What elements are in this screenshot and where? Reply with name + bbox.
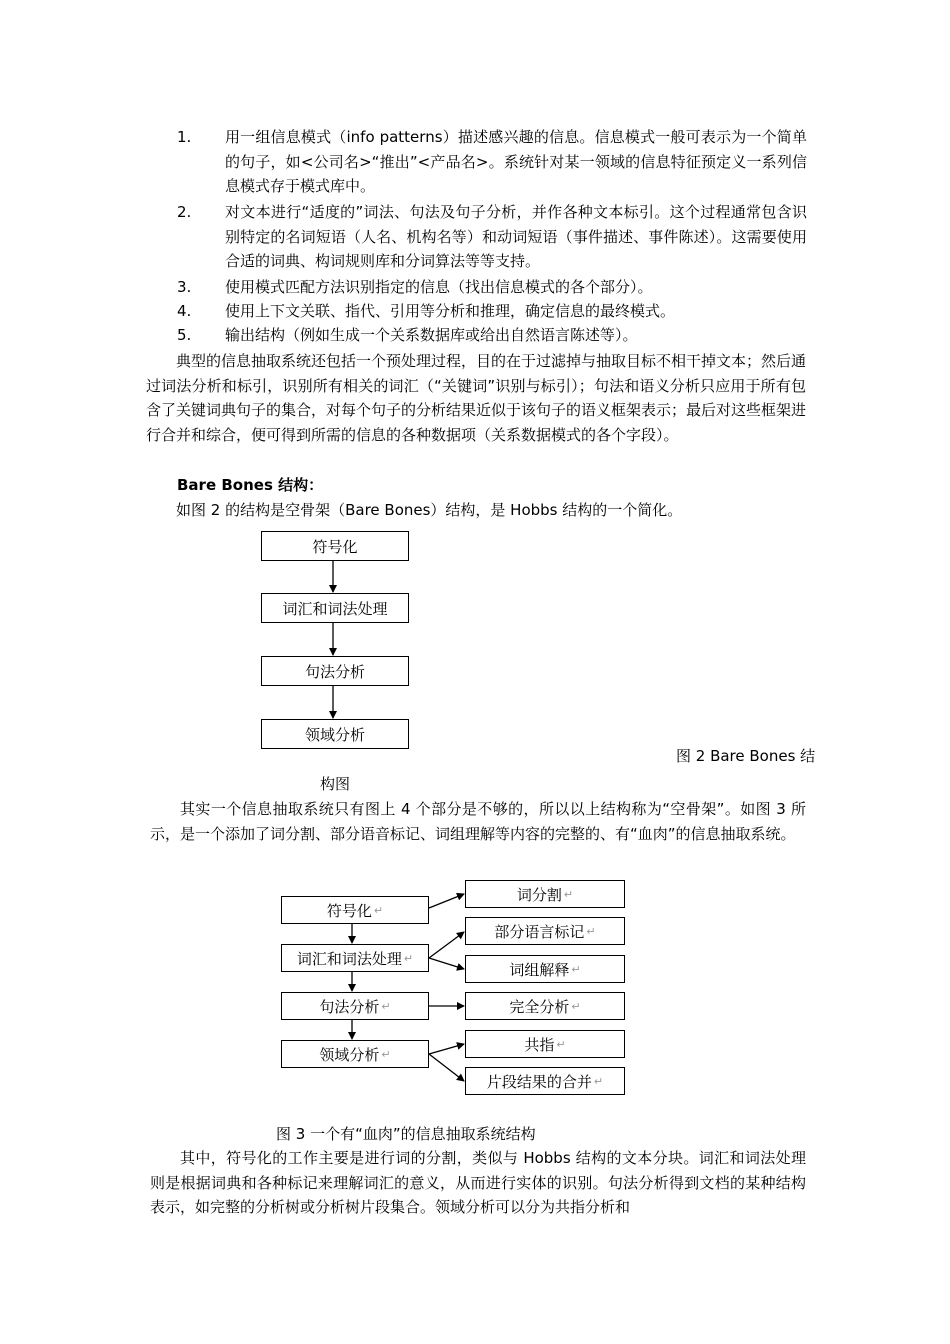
list-number: 3. [177,278,192,296]
fig3-box-label: 片段结果的合并 [486,1072,592,1091]
fig3-box-label: 共指 [524,1035,555,1054]
paragraph-bare-bones: 如图 2 的结构是空骨架（Bare Bones）结构，是 Hobbs 结构的一个简化。 [176,501,683,519]
list-text: 用一组信息模式（info patterns）描述感兴趣的信息。信息模式一般可表示为一个简单的句子，如<公司名>“推出”<产品名>。系统针对某一领域的信息特征预定义一系列信息模式存于模式库中。 [225,128,807,195]
fig3-box-pos-tagging [465,917,625,945]
fig3-box-word-segmentation [465,880,625,908]
paragraph-full-system: 其实一个信息抽取系统只有图上 4 个部分是不够的，所以以上结构称为“空骨架”。如图 3 所示，是一个添加了词分割、部分语音标记、词组理解等内容的完整的、有“血肉”的信息抽取系统。 [150,800,806,843]
fig3-box-syntax [281,992,429,1020]
paragraph-preprocessing: 典型的信息抽取系统还包括一个预处理过程，目的在于过滤掉与抽取目标不相干掉文本；然后通过词法分析和标引，识别所有相关的词汇（“关键词”识别与标引）；句法和语义分析只应用于所有包含了关键词典句子的集合，对每个句子的分析结果近似于该句子的语义框架表示；最后对这些框架进行合并和综合，便可得到所需的信息的各种数据项（关系数据模式的各个字段）。 [146,352,807,444]
fig3-arrow [429,932,464,958]
list-number: 5. [177,326,192,344]
fig2-box-syntax: 句法分析 [261,656,409,686]
list-text: 对文本进行“适度的”词法、句法及句子分析，并作各种文本标引。这个过程通常包含识别特定的名词短语（人名、机构名等）和动词短语（事件描述、事件陈述）。这需要使用合适的词典、构词规则库和分词算法等等支持。 [225,203,807,270]
fig3-box-lexical [281,944,429,972]
return-mark-icon: ↵ [563,887,574,901]
section-heading: Bare Bones 结构： [177,476,324,494]
fig3-arrow [429,958,464,969]
list-item [0,275,950,300]
list-number: 4. [177,302,192,320]
fig3-box-tokenize [281,896,429,924]
fig3-box-label: 领域分析 [319,1045,380,1064]
fig2-box-tokenize: 符号化 [261,531,409,561]
fig3-caption: 图 3 一个有“血肉”的信息抽取系统结构 [276,1125,536,1143]
fig2-box-domain: 领域分析 [261,719,409,749]
list-text: 输出结构（例如生成一个关系数据库或给出自然语言陈述等）。 [225,326,638,344]
fig3-box-label: 词分割 [516,885,562,904]
fig3-arrow [429,894,464,908]
fig2-caption-continued: 构图 [320,775,351,793]
fig3-arrow [429,1054,464,1081]
fig3-arrow [429,1044,464,1054]
return-mark-icon: ↵ [381,999,391,1013]
fig3-box-domain [281,1040,429,1068]
list-number: 1. [177,128,192,146]
list-number: 2. [177,203,192,221]
list-item [0,200,950,275]
list-text: 使用模式匹配方法识别指定的信息（找出信息模式的各个部分）。 [225,278,653,296]
list-text: 使用上下文关联、指代、引用等分析和推理，确定信息的最终模式。 [225,302,676,320]
fig3-box-full-parse [465,992,625,1020]
fig2-box-lexical: 词汇和词法处理 [261,593,409,623]
fig3-box-label: 词组解释 [509,960,570,979]
return-mark-icon: ↵ [593,1074,604,1088]
fig3-box-phrase-interpretation [465,955,625,983]
return-mark-icon: ↵ [403,951,414,965]
list-item [0,125,950,200]
list-item [0,299,950,324]
return-mark-icon: ↵ [586,924,596,938]
return-mark-icon: ↵ [556,1037,566,1051]
fig3-box-label: 完全分析 [509,997,570,1016]
fig3-box-label: 句法分析 [319,997,380,1016]
return-mark-icon: ↵ [571,962,581,976]
fig3-box-label: 部分语言标记 [494,922,585,941]
fig3-box-label: 词汇和词法处理 [296,949,402,968]
list-item [0,323,950,348]
fig3-box-fragment-merge [465,1067,625,1095]
return-mark-icon: ↵ [571,999,581,1013]
return-mark-icon: ↵ [373,903,384,917]
paragraph-explanation: 其中，符号化的工作主要是进行词的分割，类似与 Hobbs 结构的文本分块。词汇和词法处理则是根据词典和各种标记来理解词汇的意义，从而进行实体的识别。句法分析得到文档的某种结构表示，如完整的分析树或分析树片段集合。领域分析可以分为共指分析和 [150,1149,806,1216]
fig3-box-coreference [465,1030,625,1058]
return-mark-icon: ↵ [381,1047,391,1061]
fig3-box-label: 符号化 [326,901,372,920]
fig2-caption: 图 2 Bare Bones 结 [676,747,816,765]
